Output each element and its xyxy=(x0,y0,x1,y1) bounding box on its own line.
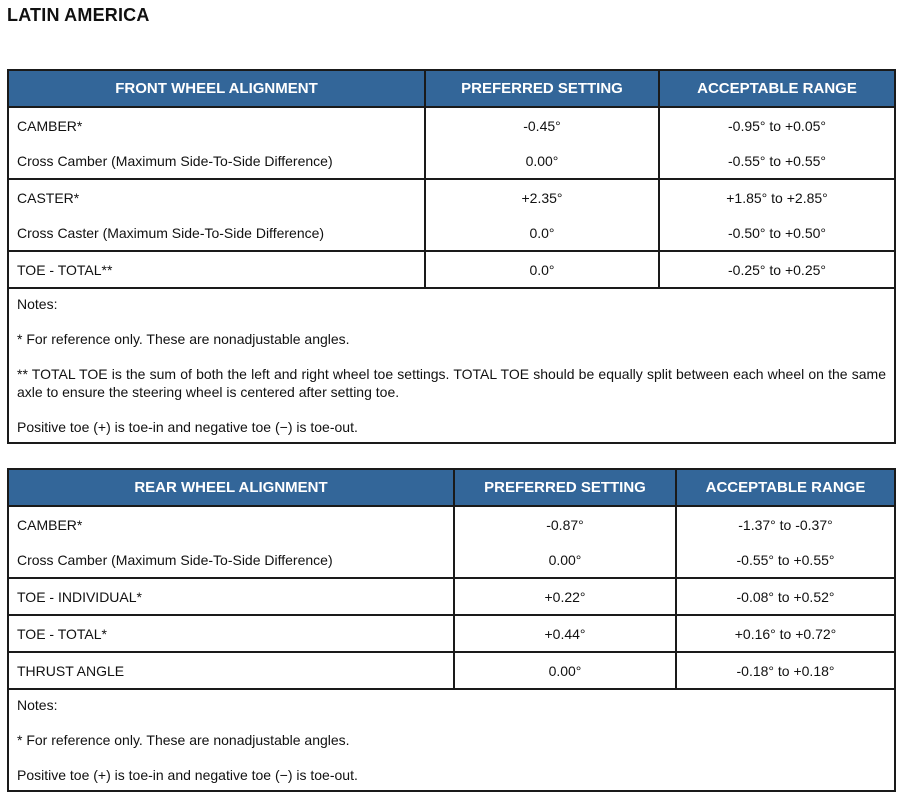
row-name: TOE - INDIVIDUAL* xyxy=(8,578,454,615)
row-range: +1.85° to +2.85° xyxy=(659,179,895,215)
front-wheel-alignment-table xyxy=(7,69,896,444)
table-row xyxy=(8,107,895,143)
table-row xyxy=(8,506,895,542)
row-range: -0.50° to +0.50° xyxy=(659,215,895,251)
notes-item: * For reference only. These are nonadjustable angles. xyxy=(17,331,350,347)
rear-header-name: REAR WHEEL ALIGNMENT xyxy=(8,469,454,506)
table-row xyxy=(8,542,895,578)
front-header-row xyxy=(8,70,895,107)
rear-notes xyxy=(8,689,895,791)
row-name: TOE - TOTAL* xyxy=(8,615,454,652)
row-name: Cross Camber (Maximum Side-To-Side Difference) xyxy=(8,143,425,179)
row-preferred: +0.44° xyxy=(454,615,676,652)
row-preferred: -0.45° xyxy=(425,107,659,143)
rear-wheel-alignment-table xyxy=(7,468,896,792)
notes-item: ** TOTAL TOE is the sum of both the left and right wheel toe settings. TOTAL TOE should be equally split between each wheel on the same axle to ensure the steering wheel is centered after setting toe. xyxy=(17,366,886,400)
front-header-name: FRONT WHEEL ALIGNMENT xyxy=(8,70,425,107)
row-preferred: +0.22° xyxy=(454,578,676,615)
row-range: -1.37° to -0.37° xyxy=(676,506,895,542)
table-row xyxy=(8,179,895,215)
front-header-range: ACCEPTABLE RANGE xyxy=(659,70,895,107)
table-row xyxy=(8,652,895,689)
table-row xyxy=(8,578,895,615)
rear-header-row xyxy=(8,469,895,506)
notes-item: Positive toe (+) is toe-in and negative toe (−) is toe-out. xyxy=(17,767,358,783)
front-notes-row xyxy=(8,288,895,443)
notes-heading: Notes: xyxy=(17,296,58,312)
row-preferred: 0.00° xyxy=(454,542,676,578)
front-header-preferred: PREFERRED SETTING xyxy=(425,70,659,107)
rear-header-preferred: PREFERRED SETTING xyxy=(454,469,676,506)
row-name: Cross Caster (Maximum Side-To-Side Difference) xyxy=(8,215,425,251)
row-range: -0.55° to +0.55° xyxy=(676,542,895,578)
row-name: CAMBER* xyxy=(8,107,425,143)
notes-item: Positive toe (+) is toe-in and negative toe (−) is toe-out. xyxy=(17,419,358,435)
row-preferred: -0.87° xyxy=(454,506,676,542)
row-preferred: 0.0° xyxy=(425,251,659,288)
row-name: THRUST ANGLE xyxy=(8,652,454,689)
row-name: TOE - TOTAL** xyxy=(8,251,425,288)
row-name: CASTER* xyxy=(8,179,425,215)
row-preferred: 0.00° xyxy=(425,143,659,179)
row-range: -0.18° to +0.18° xyxy=(676,652,895,689)
row-range: -0.95° to +0.05° xyxy=(659,107,895,143)
row-preferred: 0.00° xyxy=(454,652,676,689)
table-row xyxy=(8,251,895,288)
row-range: -0.55° to +0.55° xyxy=(659,143,895,179)
notes-item: * For reference only. These are nonadjustable angles. xyxy=(17,732,350,748)
row-preferred: 0.0° xyxy=(425,215,659,251)
table-row xyxy=(8,143,895,179)
row-name: CAMBER* xyxy=(8,506,454,542)
table-row xyxy=(8,215,895,251)
table-row xyxy=(8,615,895,652)
rear-header-range: ACCEPTABLE RANGE xyxy=(676,469,895,506)
rear-notes-row xyxy=(8,689,895,791)
notes-heading: Notes: xyxy=(17,697,58,713)
row-name: Cross Camber (Maximum Side-To-Side Difference) xyxy=(8,542,454,578)
row-range: +0.16° to +0.72° xyxy=(676,615,895,652)
page-title: LATIN AMERICA xyxy=(7,5,150,25)
row-range: -0.25° to +0.25° xyxy=(659,251,895,288)
row-range: -0.08° to +0.52° xyxy=(676,578,895,615)
row-preferred: +2.35° xyxy=(425,179,659,215)
front-notes xyxy=(8,288,895,443)
